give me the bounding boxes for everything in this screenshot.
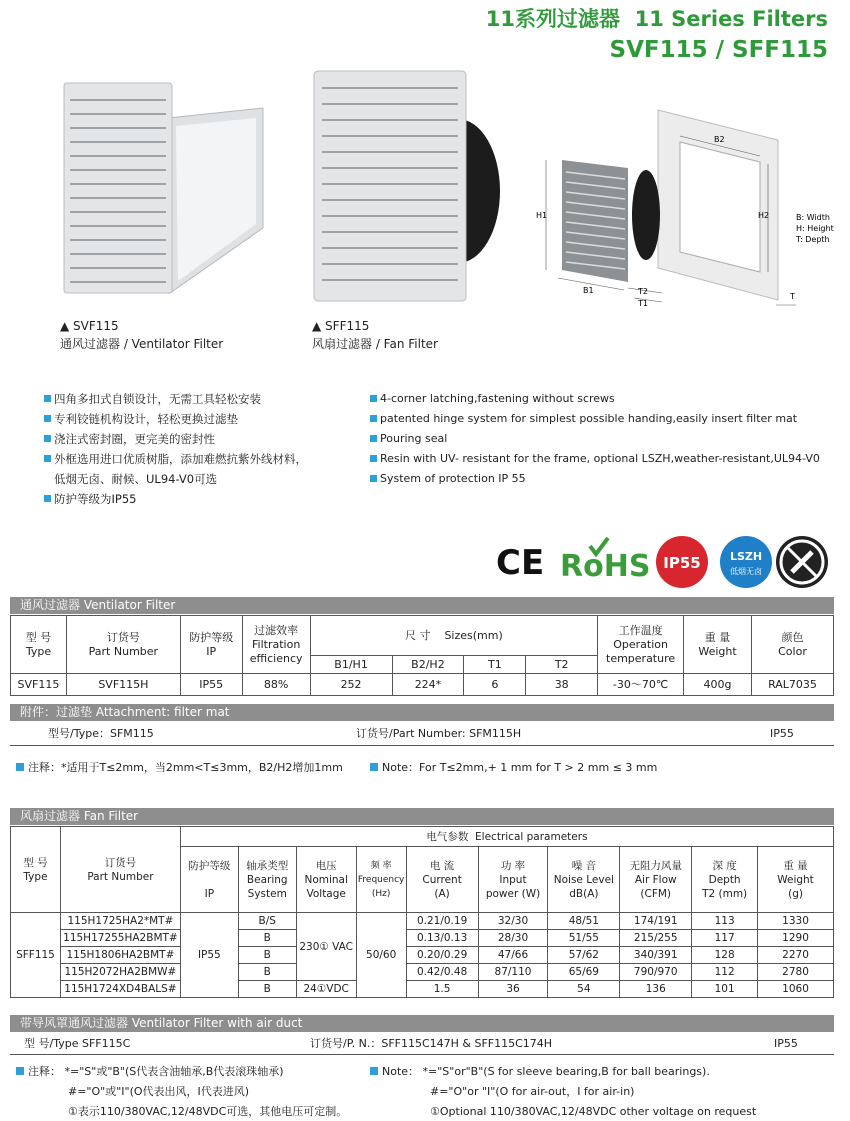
vent-note-en: Note：For T≤2mm,+ 1 mm for T > 2 mm ≤ 3 mm xyxy=(370,760,657,776)
fan-cell-airflow: 790/970 xyxy=(620,964,692,981)
fan-cell-weight: 1290 xyxy=(758,930,834,947)
fan-spec-table xyxy=(10,826,834,998)
fan-cell-weight: 1330 xyxy=(758,913,834,930)
fan-hdr-depth: 深 度 Depth T2 (mm) xyxy=(692,847,758,913)
fan-cell-airflow: 136 xyxy=(620,981,692,998)
vent-note-cn: 注释：*适用于T≤2mm，当2mm<T≤3mm，B2/H2增加1mm xyxy=(16,760,343,776)
cell-pn: SVF115H xyxy=(66,674,180,696)
fan-cell-weight: 2270 xyxy=(758,947,834,964)
feature-cn-item: 专利铰链机构设计，轻松更换过滤垫 xyxy=(44,409,364,429)
fan-cell-voltage-ac: 230① VAC xyxy=(296,913,356,981)
sff115-model: ▲ SFF115 xyxy=(312,319,370,333)
hdr-efficiency: 过滤效率 Filtration efficiency xyxy=(242,616,310,674)
feature-en-item: Resin with UV- resistant for the frame, optional LSZH,weather-resistant,UL94-V0 xyxy=(370,449,840,469)
label-t: T xyxy=(790,292,795,301)
label-h1: H1 xyxy=(536,211,548,220)
hdr-weight: 重 量 Weight xyxy=(684,616,752,674)
fan-cell-noise: 57/62 xyxy=(548,947,620,964)
att-type: 型号/Type：SFM115 xyxy=(48,727,154,740)
cell-eff: 88% xyxy=(242,674,310,696)
feature-cn-item: 低烟无卤、耐候、UL94-V0可选 xyxy=(54,472,218,486)
rohs-logo: RoHS xyxy=(560,549,651,584)
cell-t2: 38 xyxy=(526,674,598,696)
features-cn xyxy=(44,389,364,509)
fan-cell-power: 28/30 xyxy=(478,930,548,947)
duct-pn: 订货号/P. N.：SFF115C147H & SFF115C174H xyxy=(310,1037,553,1050)
fan-note-cn-2: #="O"或"I"(O代表出风，I代表进风) xyxy=(68,1085,250,1098)
fan-cell-ip: IP55 xyxy=(180,913,238,998)
cell-b2h2: 224* xyxy=(392,674,464,696)
fan-cell-pn: 115H1725HA2*MT# xyxy=(60,913,180,930)
fan-cell-airflow: 174/191 xyxy=(620,913,692,930)
att-pn: 订货号/Part Number: SFM115H xyxy=(356,727,522,740)
fan-cell-power: 32/30 xyxy=(478,913,548,930)
table-row xyxy=(11,981,834,998)
fan-notes-en xyxy=(370,1062,756,1121)
label-h2: H2 xyxy=(758,211,770,220)
hdr-t2: T2 xyxy=(526,656,598,674)
hdr-sizes: 尺 寸 Sizes(mm) xyxy=(310,616,597,656)
svf115-photo xyxy=(58,78,273,303)
hdr-temperature: 工作温度 Operation temperature xyxy=(598,616,684,674)
fan-cell-airflow: 340/391 xyxy=(620,947,692,964)
feature-cn-item: 浇注式密封圈，更完美的密封性 xyxy=(44,429,364,449)
cell-type: SVF115 xyxy=(11,674,67,696)
vent-spec-table xyxy=(10,615,834,696)
title-cn: 11系列过滤器 xyxy=(485,7,620,31)
attachment-bar: 附件：过滤垫 Attachment: filter mat xyxy=(10,704,834,721)
cell-temp: -30～70℃ xyxy=(598,674,684,696)
fan-note-en-3: ①Optional 110/380VAC,12/48VDC other voltage on request xyxy=(430,1105,757,1118)
svf115-name: 通风过滤器 / Ventilator Filter xyxy=(60,337,224,351)
table-row xyxy=(11,947,834,964)
fan-hdr-electrical: 电气参数 Electrical parameters xyxy=(180,827,833,847)
hdr-ip: 防护等级 IP xyxy=(180,616,242,674)
no-tools-icon xyxy=(776,536,828,588)
fan-hdr-current: 电 流 Current (A) xyxy=(406,847,478,913)
fan-cell-current: 0.42/0.48 xyxy=(406,964,478,981)
label-b2: B2 xyxy=(714,135,725,144)
fan-cell-bearing: B xyxy=(238,930,296,947)
legend-depth: T: Depth xyxy=(796,235,830,244)
fan-cell-bearing: B xyxy=(238,981,296,998)
fan-cell-pn: 115H1724XD4BALS# xyxy=(60,981,180,998)
cell-weight: 400g xyxy=(684,674,752,696)
legend-width: B: Width xyxy=(796,213,830,222)
fan-cell-current: 0.21/0.19 xyxy=(406,913,478,930)
fan-hdr-weight: 重 量 Weight (g) xyxy=(758,847,834,913)
feature-cn-item: 防护等级为IP55 xyxy=(44,489,364,509)
sff115-caption xyxy=(312,317,438,353)
lszh-cn-text: 低烟无卤 xyxy=(730,567,762,576)
table-row xyxy=(11,930,834,947)
hdr-b2h2: B2/H2 xyxy=(392,656,464,674)
hdr-color: 颜色 Color xyxy=(751,616,833,674)
fan-cell-current: 0.20/0.29 xyxy=(406,947,478,964)
fan-cell-pn: 115H1806HA2BMT# xyxy=(60,947,180,964)
fan-note-en-1: Note： *="S"or"B"(S for sleeve bearing,B for ball bearings). xyxy=(382,1065,710,1078)
fan-hdr-bearing: 轴承类型 Bearing System xyxy=(238,847,296,913)
duct-section-bar: 带导风罩通风过滤器 Ventilator Filter with air duct xyxy=(10,1015,834,1032)
cell-t1: 6 xyxy=(464,674,526,696)
fan-note-cn-1: 注释： *="S"或"B"(S代表含油轴承,B代表滚珠轴承) xyxy=(28,1065,284,1078)
hdr-type: 型 号 Type xyxy=(11,616,67,674)
svf115-caption xyxy=(60,317,223,353)
label-t2: T2 xyxy=(638,287,648,296)
fan-hdr-frequency: 频 率 Frequency (Hz) xyxy=(356,847,406,913)
feature-en-item: 4-corner latching,fastening without screws xyxy=(370,389,840,409)
fan-cell-power: 47/66 xyxy=(478,947,548,964)
sff115-photo xyxy=(308,66,508,306)
cell-ip: IP55 xyxy=(180,674,242,696)
fan-note-en-2: #="O"or "I"(O for air-out，I for air-in) xyxy=(430,1085,635,1098)
ip55-text: IP55 xyxy=(663,554,701,572)
fan-cell-pn: 115H17255HA2BMT# xyxy=(60,930,180,947)
fan-cell-noise: 51/55 xyxy=(548,930,620,947)
fan-notes-cn xyxy=(16,1062,347,1121)
feature-cn-item: 外框选用进口优质树脂，添加难燃抗紫外线材料， xyxy=(44,449,364,469)
lszh-text: LSZH xyxy=(729,550,763,563)
fan-cell-voltage-dc: 24①VDC xyxy=(296,981,356,998)
fan-hdr-voltage: 电压 Nominal Voltage xyxy=(296,847,356,913)
fan-cell-noise: 54 xyxy=(548,981,620,998)
fan-cell-noise: 48/51 xyxy=(548,913,620,930)
svf115-model: ▲ SVF115 xyxy=(60,319,119,333)
fan-cell-current: 1.5 xyxy=(406,981,478,998)
table-row xyxy=(11,913,834,930)
feature-en-item: System of protection IP 55 xyxy=(370,469,840,489)
certification-logos xyxy=(490,534,830,590)
cell-b1h1: 252 xyxy=(310,674,392,696)
fan-hdr-noise: 噪 音 Noise Level dB(A) xyxy=(548,847,620,913)
fan-cell-frequency: 50/60 xyxy=(356,913,406,998)
fan-cell-current: 0.13/0.13 xyxy=(406,930,478,947)
fan-cell-noise: 65/69 xyxy=(548,964,620,981)
fan-section-bar: 风扇过滤器 Fan Filter xyxy=(10,808,834,825)
label-b1: B1 xyxy=(583,286,594,295)
fan-cell-weight: 1060 xyxy=(758,981,834,998)
duct-type: 型 号/Type SFF115C xyxy=(24,1037,131,1050)
feature-en-item: Pouring seal xyxy=(370,429,840,449)
model-title: SVF115 / SFF115 xyxy=(609,37,828,63)
fan-cell-depth: 113 xyxy=(692,913,758,930)
fan-cell-power: 87/110 xyxy=(478,964,548,981)
fan-cell-weight: 2780 xyxy=(758,964,834,981)
fan-cell-bearing: B/S xyxy=(238,913,296,930)
hdr-b1h1: B1/H1 xyxy=(310,656,392,674)
fan-hdr-power: 功 率 Input power (W) xyxy=(478,847,548,913)
cell-color: RAL7035 xyxy=(751,674,833,696)
attachment-row xyxy=(10,722,834,746)
fan-hdr-type: 型 号 Type xyxy=(11,827,61,913)
feature-cn-item: 四角多扣式自锁设计，无需工具轻松安装 xyxy=(44,389,364,409)
fan-cell-bearing: B xyxy=(238,947,296,964)
dimension-drawing xyxy=(528,100,850,310)
fan-cell-airflow: 215/255 xyxy=(620,930,692,947)
fan-cell-depth: 101 xyxy=(692,981,758,998)
duct-row xyxy=(10,1033,834,1055)
features-en xyxy=(370,389,840,489)
table-row xyxy=(11,964,834,981)
att-ip: IP55 xyxy=(770,727,794,740)
fan-cell-depth: 112 xyxy=(692,964,758,981)
vent-section-bar: 通风过滤器 Ventilator Filter xyxy=(10,597,834,614)
label-t1: T1 xyxy=(638,299,648,308)
legend-height: H: Height xyxy=(796,224,834,233)
feature-en-item: patented hinge system for simplest possible handing,easily insert filter mat xyxy=(370,409,840,429)
duct-ip: IP55 xyxy=(774,1037,798,1050)
table-row xyxy=(11,674,834,696)
fan-hdr-ip: 防护等级 IP xyxy=(180,847,238,913)
title-en: 11 Series Filters xyxy=(634,7,828,31)
ce-mark: CE xyxy=(496,543,545,583)
fan-cell-depth: 117 xyxy=(692,930,758,947)
fan-cell-depth: 128 xyxy=(692,947,758,964)
fan-cell-pn: 115H2072HA2BMW# xyxy=(60,964,180,981)
fan-hdr-airflow: 无阻力风量 Air Flow (CFM) xyxy=(620,847,692,913)
sff115-name: 风扇过滤器 / Fan Filter xyxy=(312,337,438,351)
fan-cell-type: SFF115 xyxy=(11,913,61,998)
page-header xyxy=(486,4,828,66)
fan-cell-power: 36 xyxy=(478,981,548,998)
hdr-part-number: 订货号 Part Number xyxy=(66,616,180,674)
hdr-t1: T1 xyxy=(464,656,526,674)
fan-note-cn-3: ①表示110/380VAC,12/48VDC可选，其他电压可定制。 xyxy=(68,1105,348,1118)
fan-cell-bearing: B xyxy=(238,964,296,981)
fan-hdr-part-number: 订货号 Part Number xyxy=(60,827,180,913)
